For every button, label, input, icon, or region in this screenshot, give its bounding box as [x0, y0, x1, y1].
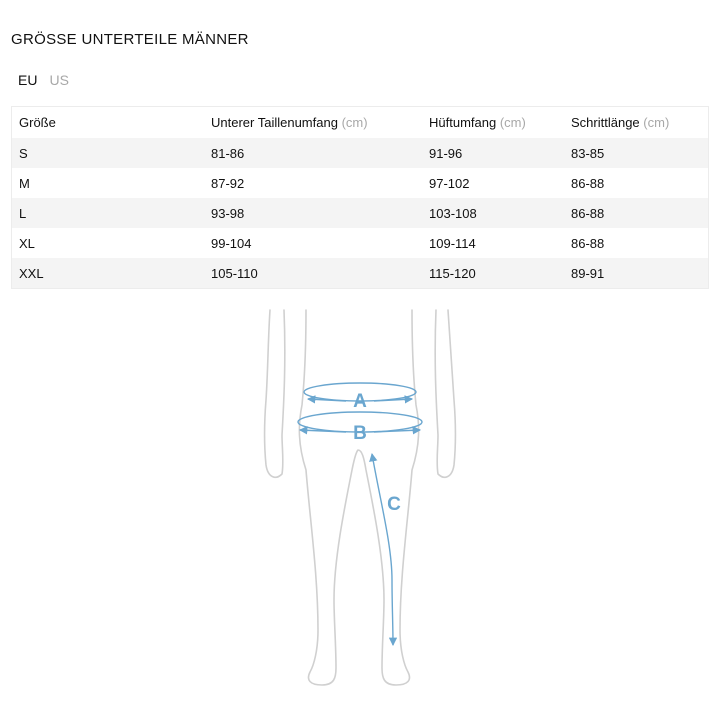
- size-table: [11, 106, 709, 289]
- cell-hip: 97-102: [429, 175, 470, 191]
- table-row: [12, 138, 709, 168]
- hip-arrow-right: [374, 430, 420, 432]
- measurement-label-c: C: [387, 494, 401, 515]
- cell-hip: 103-108: [429, 205, 477, 221]
- header-waist-unit: (cm): [341, 115, 368, 130]
- cell-hip: 115-120: [429, 265, 476, 281]
- cell-inseam: 89-91: [571, 265, 605, 281]
- cell-size: XXL: [19, 265, 44, 281]
- unit-tab-eu[interactable]: EU: [18, 72, 38, 88]
- measurement-label-a: A: [353, 391, 367, 412]
- cell-waist: 93-98: [211, 205, 245, 221]
- table-row: [12, 168, 709, 198]
- table-row: [12, 228, 709, 258]
- cell-inseam: 86-88: [571, 235, 605, 251]
- header-hip: Hüftumfang (cm): [429, 115, 526, 130]
- header-waist: Unterer Taillenumfang (cm): [211, 115, 368, 130]
- unit-switch: [18, 72, 69, 88]
- cell-inseam: 86-88: [571, 175, 605, 191]
- cell-waist: 99-104: [211, 235, 252, 251]
- cell-waist: 81-86: [211, 145, 245, 161]
- hip-arrow-left: [300, 430, 346, 432]
- cell-inseam: 83-85: [571, 145, 605, 161]
- cell-inseam: 86-88: [571, 205, 605, 221]
- cell-hip: 91-96: [429, 145, 463, 161]
- measurement-figure: [0, 300, 720, 700]
- measurement-label-b: B: [353, 423, 367, 444]
- cell-waist: 105-110: [211, 265, 258, 281]
- page-title: GRÖSSE UNTERTEILE MÄNNER: [11, 31, 249, 48]
- table-row: [12, 258, 709, 289]
- header-inseam: Schrittlänge (cm): [571, 115, 670, 130]
- header-size: Größe: [19, 115, 56, 130]
- header-inseam-unit: (cm): [643, 115, 670, 130]
- waist-arrow-right: [374, 399, 412, 401]
- cell-size: XL: [19, 235, 35, 251]
- cell-hip: 109-114: [429, 235, 476, 251]
- left-arm-outline: [265, 310, 285, 477]
- cell-size: S: [19, 145, 28, 161]
- table-row: [12, 198, 709, 228]
- table-header-row: [12, 107, 709, 139]
- waist-arrow-left: [308, 399, 346, 401]
- inseam-measurement-line: [372, 454, 393, 645]
- unit-tab-us[interactable]: US: [49, 72, 69, 88]
- cell-waist: 87-92: [211, 175, 245, 191]
- header-hip-unit: (cm): [499, 115, 526, 130]
- cell-size: L: [19, 205, 27, 221]
- right-arm-outline: [435, 310, 455, 477]
- cell-size: M: [19, 175, 30, 191]
